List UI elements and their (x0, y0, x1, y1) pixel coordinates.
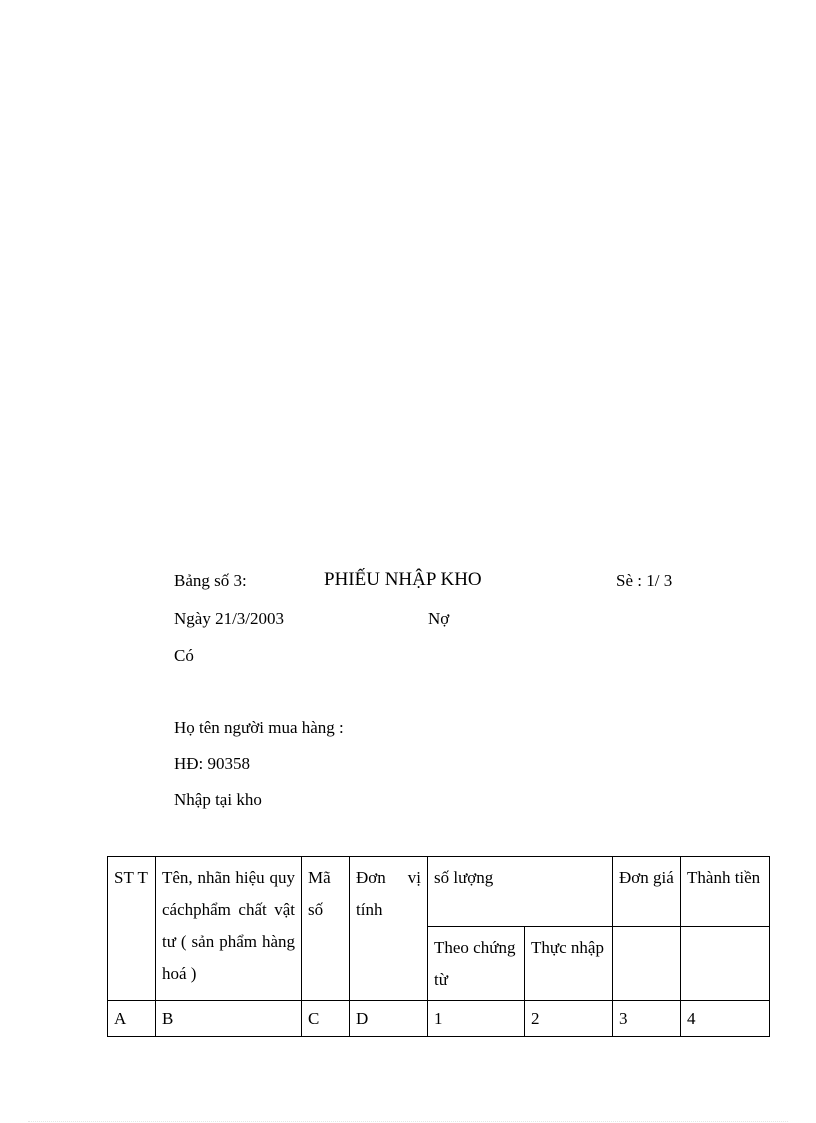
table-code-row (108, 1001, 770, 1037)
header-cell-unit: Đơn vị tính (350, 857, 428, 1001)
header-cell-unit-price: Đơn giá (613, 857, 681, 927)
serial-number: Sè : 1/ 3 (616, 571, 673, 590)
code-cell: 2 (525, 1001, 613, 1037)
header-cell-amount: Thành tiền (681, 857, 770, 927)
code-cell: B (156, 1001, 302, 1037)
date-line: Ngày 21/3/2003 (174, 609, 285, 628)
code-cell: C (302, 1001, 350, 1037)
header-cell-stt: ST T (108, 857, 156, 1001)
buyer-name-label: Họ tên người mua hàng : (174, 718, 344, 737)
code-cell: 4 (681, 1001, 770, 1037)
header-cell-item-name: Tên, nhãn hiệu quy cáchphẩm chất vật tư ( sản phẩm hàng hoá ) (156, 857, 302, 1001)
header-cell-empty (681, 927, 770, 1001)
page-bottom-edge (28, 1121, 788, 1122)
header-cell-empty (613, 927, 681, 1001)
table-number-label: Bảng số 3: (174, 571, 247, 590)
header-cell-quantity: số lượng (428, 857, 613, 927)
code-cell: A (108, 1001, 156, 1037)
goods-receipt-table (107, 856, 770, 1037)
code-cell: 3 (613, 1001, 681, 1037)
header-cell-qty-per-document: Theo chứng từ (428, 927, 525, 1001)
credit-label: Có (174, 646, 194, 665)
table-header-row (108, 857, 770, 927)
code-cell: 1 (428, 1001, 525, 1037)
header-cell-code: Mã số (302, 857, 350, 1001)
warehouse-label: Nhập tại kho (174, 790, 262, 809)
code-cell: D (350, 1001, 428, 1037)
debit-label: Nợ (428, 609, 450, 628)
document-title: PHIẾU NHẬP KHO (324, 569, 482, 590)
invoice-number: HĐ: 90358 (174, 754, 251, 773)
header-cell-qty-actual: Thực nhập (525, 927, 613, 1001)
